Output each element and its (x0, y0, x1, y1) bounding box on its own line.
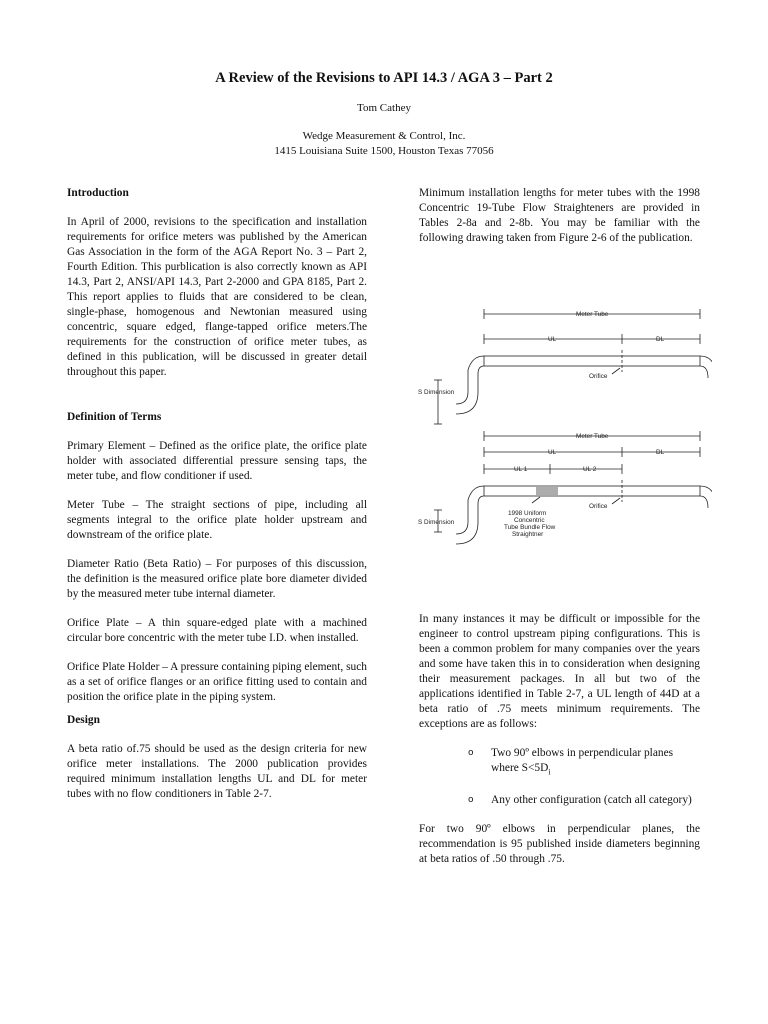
label-dl-2: DL (656, 449, 665, 456)
affiliation-company: Wedge Measurement & Control, Inc. (302, 130, 466, 142)
label-dl: DL (656, 336, 665, 343)
label-s-dimension: S Dimension (418, 389, 455, 396)
outlet-elbow (700, 356, 712, 378)
definition-primary-element: Primary Element – Defined as the orifice plate, the orifice plate holder with associated differential pressure sensing taps, the meter tube, and flow conditioner if used. (67, 440, 367, 482)
exception-item: o Any other configuration (catch all category) (468, 794, 692, 807)
author-name: Tom Cathey (357, 102, 411, 114)
definitions-heading: Definition of Terms (67, 411, 162, 423)
label-s-dimension-2: S Dimension (418, 519, 455, 526)
exception-item: o Two 90º elbows in perpendicular planes where $S<5D_i$ (468, 747, 674, 777)
meter-tube-pipe (484, 356, 700, 366)
design-heading: Design (67, 714, 100, 726)
bullet-icon: o (468, 748, 474, 758)
label-meter-tube: Meter Tube (576, 311, 609, 318)
inlet-elbow (456, 356, 484, 404)
label-ul1: UL 1 (514, 466, 528, 473)
label-orifice-2: Orifice (589, 503, 608, 510)
svg-text:Tube Bundle Flow: Tube Bundle Flow (504, 524, 556, 531)
min-lengths-paragraph: Minimum installation lengths for meter tubes with the 1998 Concentric 19-Tube Flow Straighteners are provided in Tables 2-8a and 2-8b. You may be familiar with the following drawing taken from Figure 2-6 of the publication. (419, 187, 700, 244)
label-meter-tube-2: Meter Tube (576, 433, 609, 440)
meter-tube-figure (412, 300, 712, 560)
label-ul2: UL 2 (583, 466, 597, 473)
design-paragraph: A beta ratio of.75 should be used as the design criteria for new orifice meter installations. The 2000 publication provides required minimum installation lengths UL and DL for meter tubes with no flow conditioners in Table 2-7. (67, 743, 367, 800)
closing-paragraph: For two 90º elbows in perpendicular planes, the recommendation is 95 published inside diameters beginning at beta ratios of .50 through .75. (419, 823, 700, 866)
meter-tube-pipe-2 (484, 486, 700, 496)
bullet-icon: o (468, 795, 474, 806)
paper-title: A Review of the Revisions to API 14.3 / AGA 3 – Part 2 (215, 70, 553, 86)
definition-orifice-plate: Orifice Plate – A thin square-edged plate with a machined circular bore concentric with the meter tube I.D. when installed. (67, 617, 367, 644)
definition-meter-tube: Meter Tube – The straight sections of pipe, including all segments integral to the orifice plate holder upstream and downstream of the orifice plate. (67, 499, 367, 541)
left-column (67, 186, 367, 802)
introduction-paragraph: In April of 2000, revisions to the specification and installation requirements for orifice meters was published by the American Gas Association in the form of the AGA Report No. 3 – Part 2, Fourth Edition. This purblication is also correctly known as API 14.3, Part 2, ANSI/API 14.3, Part 2-2000 and GPA 8185, Part 2. This report applies to fluids that are considered to be clean, single-phase, homogenous and Newtonian measured using concentric, square edged, flange-tapped orifice meters.The requirements for the construction of orifice meter tubes, as defined in this publication, will be discussed in greater detail throughout this paper. (67, 216, 367, 378)
svg-text:Straightner: Straightner (512, 531, 544, 538)
exceptions-list (419, 746, 700, 808)
definition-diameter-ratio: Diameter Ratio (Beta Ratio) – For purposes of this discussion, the definition is the measured orifice plate bore diameter divided by the measured meter tube internal diameter. (67, 558, 367, 600)
label-ul-2: UL (548, 449, 557, 456)
label-orifice: Orifice (589, 373, 608, 380)
svg-text:Concentric: Concentric (514, 517, 545, 524)
label-straightener: 1998 Uniform (508, 510, 547, 517)
instances-paragraph: In many instances it may be difficult or impossible for the engineer to control upstream piping configurations. This is been a common problem for many companies over the years and some have taken this in to consideration when designing their measurement packages. In all but two of the applications identified in Table 2-7, a UL length of 44D at a beta ratio of .75 meets minimum requirements. The exceptions are as follows: (419, 613, 700, 730)
introduction-heading: Introduction (67, 187, 129, 199)
label-ul: UL (548, 336, 557, 343)
definition-orifice-plate-holder: Orifice Plate Holder – A pressure containing piping element, such as a set of orifice flanges or an orifice fitting used to contain and position the orifice plate in the piping system. (67, 661, 367, 703)
affiliation-address: 1415 Louisiana Suite 1500, Houston Texas 77056 (274, 145, 494, 157)
affiliation (0, 129, 768, 159)
